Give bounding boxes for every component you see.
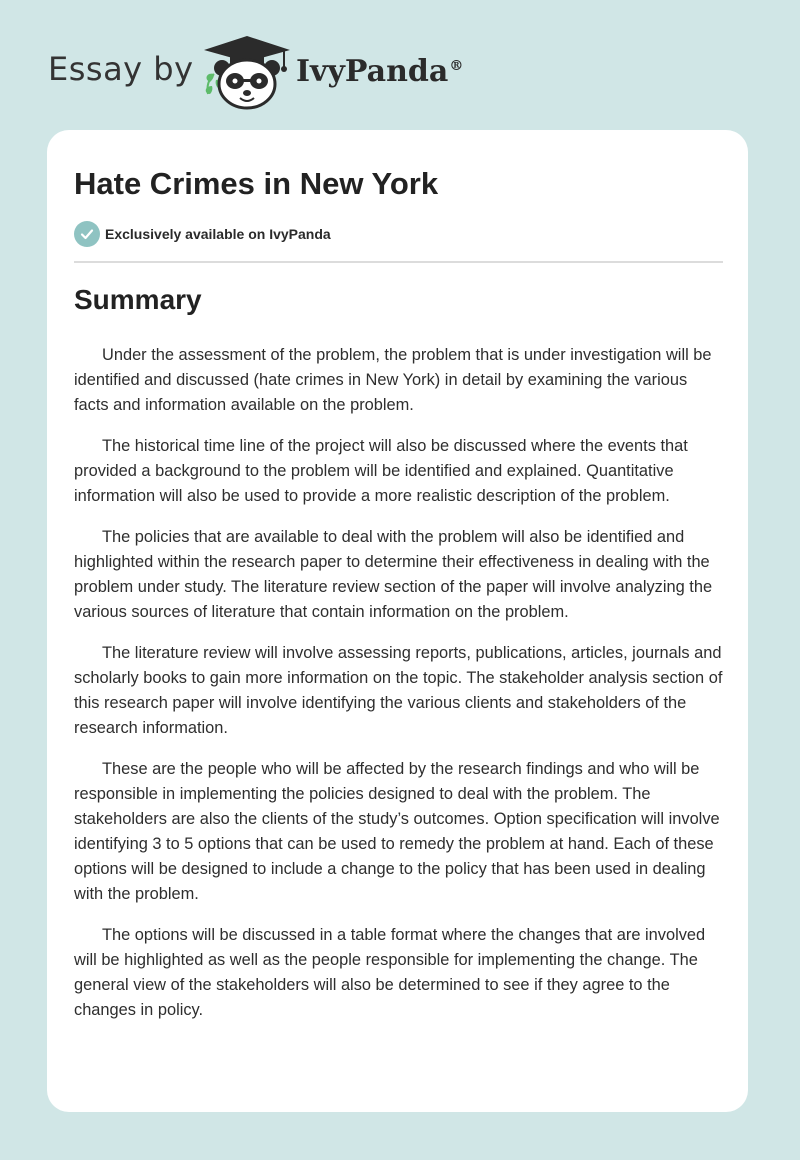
exclusive-badge [74, 221, 331, 247]
divider [74, 261, 723, 263]
badge-label: Exclusively available on IvyPanda [105, 226, 331, 242]
paragraph: The literature review will involve assessing reports, publications, articles, journals and scholarly books to gain more information on the topic. The stakeholder analysis section of this research paper will involve identifying the various clients and stakeholders of the research information. [74, 644, 723, 737]
registered-mark: ® [449, 58, 464, 74]
brand-logo-text[interactable] [296, 54, 463, 89]
paragraph: Under the assessment of the problem, the problem that is under investigation will be identified and discussed (hate crimes in New York) in detail by examining the various facts and information available on the problem. [74, 346, 712, 414]
essay-card [47, 130, 748, 1112]
site-header [0, 0, 800, 120]
section-heading: Summary [74, 284, 202, 315]
paragraph: The policies that are available to deal with the problem will also be identified and highlighted within the research paper to determine their effectiveness in dealing with the problem under study. The literature review section of the paper will involve analyzing the various sources of literature that contain information on the problem. [74, 528, 713, 621]
paragraph: These are the people who will be affected by the research findings and who will be responsible in implementing the policies designed to deal with the problem. The stakeholders are also the clients of the study’s outcomes. Option specification will involve identifying 3 to 5 options that can be used to remedy the problem at hand. Each of these options will be designed to include a change to the policy that has been used in dealing with the problem. [74, 760, 720, 903]
paragraph: The options will be discussed in a table format where the changes that are involved will be highlighted as well as the people responsible for implementing the change. The general view of the stakeholders will also be determined to see if they agree to the changes in policy. [74, 926, 706, 1019]
paragraph: The historical time line of the project will also be discussed where the events that provided a background to the problem will be identified and explained. Quantitative information will also be used to provide a more realistic description of the problem. [74, 437, 688, 505]
checkmark-icon [74, 221, 100, 247]
essay-by-label: Essay by [48, 50, 194, 88]
page-title: Hate Crimes in New York [74, 166, 439, 201]
essay-body [74, 343, 726, 1039]
panda-logo-icon[interactable] [200, 34, 294, 110]
brand-name: IvyPanda [296, 54, 449, 89]
